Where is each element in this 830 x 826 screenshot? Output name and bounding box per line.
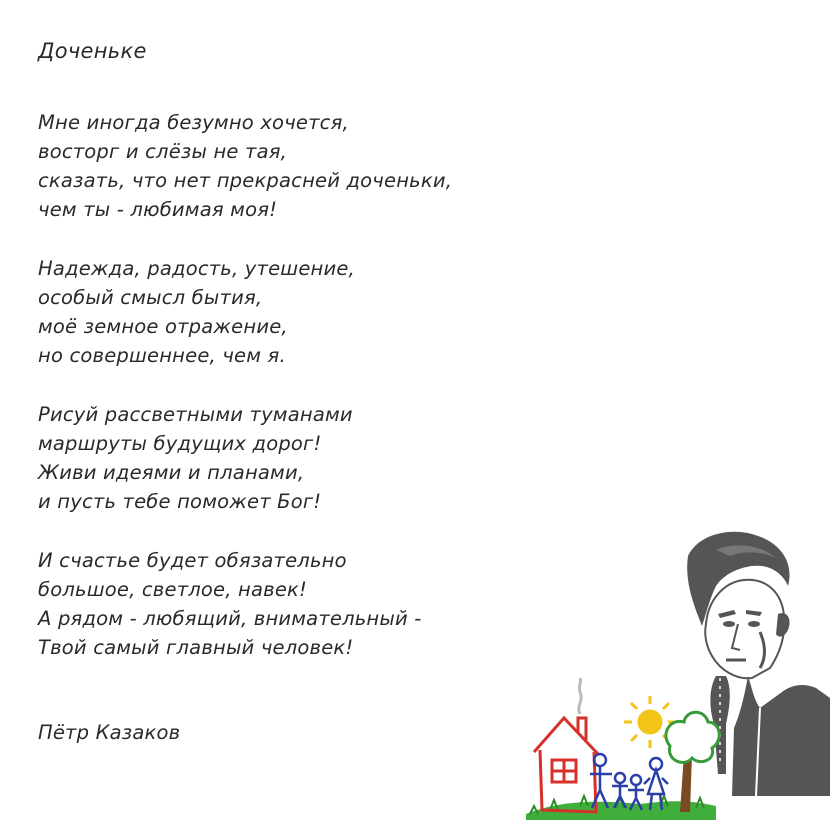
poem-title: Доченьке (38, 39, 147, 63)
poem-line: сказать, что нет прекрасней доченьки, (38, 169, 453, 192)
poem-line: Надежда, радость, утешение, (38, 257, 355, 280)
illustration (520, 528, 830, 826)
family-drawing (590, 754, 668, 810)
poem-line: А рядом - любящий, внимательный - (38, 607, 422, 630)
house-drawing (534, 718, 598, 812)
poem-line: Твой самый главный человек! (38, 636, 354, 659)
stanza-1 (38, 108, 558, 224)
poem-line: Мне иногда безумно хочется, (38, 111, 349, 134)
poem-line: и пусть тебе поможет Бог! (38, 490, 322, 513)
author-signature: Пётр Казаков (38, 721, 181, 744)
poem-line: восторг и слёзы не тая, (38, 140, 288, 163)
stanza-4 (38, 546, 558, 662)
poem-line: Живи идеями и планами, (38, 461, 305, 484)
chimney-smoke (579, 678, 581, 714)
poem-line: особый смысл бытия, (38, 286, 263, 309)
tree-drawing (666, 712, 719, 812)
child-drawing-image (526, 678, 719, 820)
poem-line: Рисуй рассветными туманами (38, 403, 353, 426)
poem-line: моё земное отражение, (38, 315, 288, 338)
poem-line: И счастье будет обязательно (38, 549, 347, 572)
poem-line: чем ты - любимая моя! (38, 198, 278, 221)
poem-line: маршруты будущих дорог! (38, 432, 322, 455)
poem (38, 36, 558, 692)
poem-line: но совершеннее, чем я. (38, 344, 286, 367)
stanza-3 (38, 400, 558, 516)
stanza-2 (38, 254, 558, 370)
poem-line: большое, светлое, навек! (38, 578, 308, 601)
